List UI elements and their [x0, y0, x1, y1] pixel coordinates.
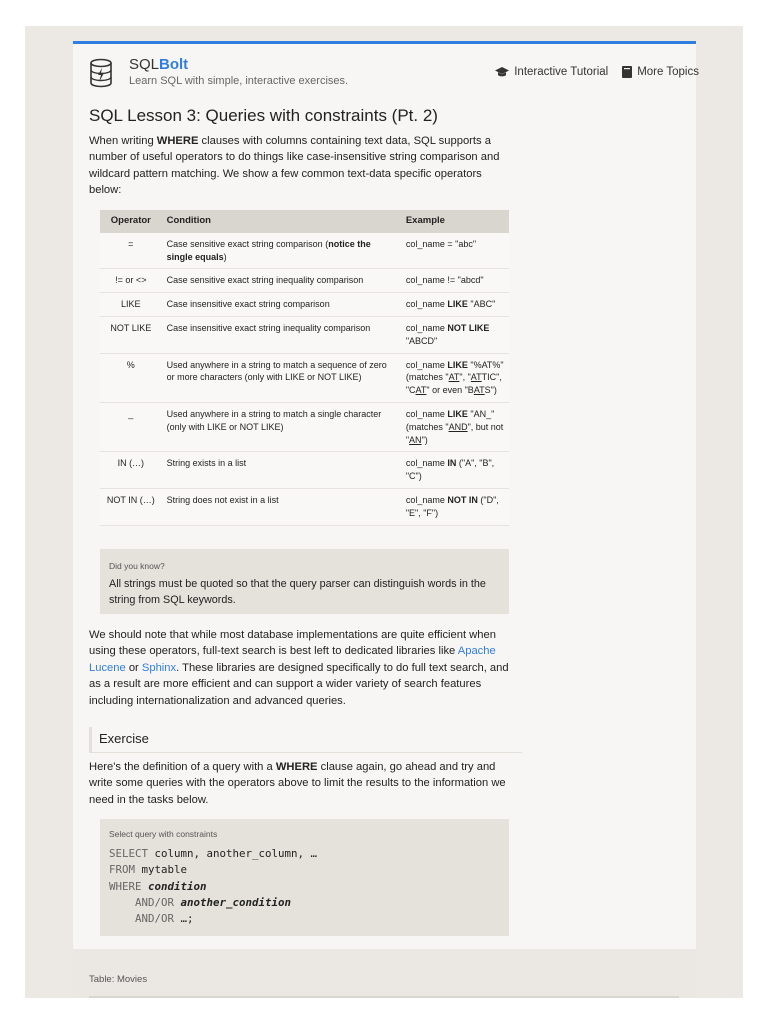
operators-table — [100, 210, 509, 526]
nav-label: Interactive Tutorial — [514, 66, 609, 78]
condition-cell: Used anywhere in a string to match a sequence of zero or more characters (only with LIKE or NOT LIKE) — [162, 353, 401, 402]
did-you-know-panel — [100, 549, 509, 614]
operator-cell: = — [100, 233, 162, 269]
nav-more-topics[interactable] — [622, 66, 699, 78]
table-row — [100, 293, 509, 317]
column-header: Operator — [100, 210, 162, 233]
table-header-row — [100, 210, 509, 233]
column-header: Example — [401, 210, 509, 233]
nav-label: More Topics — [637, 66, 699, 78]
operator-cell: LIKE — [100, 293, 162, 317]
table-row — [100, 233, 509, 269]
brand-accent: Bolt — [159, 56, 189, 73]
example-cell: col_name = "abc" — [401, 233, 509, 269]
apache-lucene-link[interactable]: Apache Lucene — [89, 645, 496, 674]
table-label: Table: Movies — [89, 974, 148, 985]
tip-text: All strings must be quoted so that the query parser can distinguish words in the string from SQL keywords. — [109, 578, 486, 606]
site-brand[interactable] — [129, 56, 188, 73]
header-nav — [495, 66, 699, 78]
condition-cell: String does not exist in a list — [162, 488, 401, 525]
exercise-intro — [89, 759, 509, 808]
table-row — [100, 402, 509, 451]
condition-cell: Case insensitive exact string inequality comparison — [162, 316, 401, 353]
tip-label: Did you know? — [109, 561, 165, 571]
example-cell: col_name LIKE "%AT%" (matches "AT", "ATTIC", "CAT" or even "BATS") — [401, 353, 509, 402]
condition-cell: Case sensitive exact string comparison (notice the single equals) — [162, 233, 401, 269]
sphinx-link[interactable]: Sphinx — [141, 661, 177, 674]
where-keyword: WHERE — [275, 761, 318, 773]
example-cell: col_name != "abcd" — [401, 269, 509, 293]
table-row — [100, 488, 509, 525]
code-label: Select query with constraints — [109, 829, 218, 839]
condition-cell: Case sensitive exact string inequality comparison — [162, 269, 401, 293]
sql-code: SELECT column, another_column, … FROM mytable WHERE condition AND/OR another_condition AND/OR …; — [109, 847, 318, 926]
operator-cell: NOT IN (…) — [100, 488, 162, 525]
operator-cell: IN (…) — [100, 452, 162, 489]
operator-cell: % — [100, 353, 162, 402]
book-icon — [622, 66, 632, 78]
exercise-text: Here's the definition of a query with a — [89, 761, 276, 773]
table-row — [100, 452, 509, 489]
operator-cell: NOT LIKE — [100, 316, 162, 353]
example-cell: col_name NOT LIKE "ABCD" — [401, 316, 509, 353]
exercise-heading — [89, 727, 522, 753]
condition-cell: Used anywhere in a string to match a single character (only with LIKE or NOT LIKE) — [162, 402, 401, 451]
site-tagline: Learn SQL with simple, interactive exercises. — [129, 75, 349, 87]
graduation-cap-icon — [495, 67, 509, 78]
nav-interactive-tutorial[interactable] — [495, 66, 608, 78]
intro-text: When writing — [89, 135, 157, 147]
example-cell: col_name LIKE "AN_" (matches "AND", but not "AN") — [401, 402, 509, 451]
movies-table-header — [89, 996, 679, 998]
note-text: We should note that while most database implementations are quite efficient when using these operators, full-text search is best left to dedicated libraries like — [89, 629, 496, 658]
operator-cell: != or <> — [100, 269, 162, 293]
example-cell: col_name IN ("A", "B", "C") — [401, 452, 509, 489]
intro-text: clauses with columns containing text data, SQL supports a number of useful operators to do things like case-insensitive string comparison and wildcard pattern matching. We show a few common text-data specific operators below: — [89, 135, 500, 197]
exercise-text: clause again, go ahead and try and write some queries with the operators above to limit the results to the information we need in the tasks below. — [89, 761, 506, 806]
table-row — [100, 353, 509, 402]
table-row — [100, 316, 509, 353]
note-text: . These libraries are designed specifically to do full text search, and as a result are more efficient and can support a wider variety of search features including internationalization and advanced queries. — [89, 661, 509, 707]
lesson-intro — [89, 133, 509, 199]
lesson-title: SQL Lesson 3: Queries with constraints (Pt. 2) — [89, 106, 438, 125]
condition-cell: Case insensitive exact string comparison — [162, 293, 401, 317]
lesson-page — [73, 41, 699, 998]
operator-cell: _ — [100, 402, 162, 451]
table-row — [100, 269, 509, 293]
full-text-note — [89, 627, 509, 709]
condition-cell: String exists in a list — [162, 452, 401, 489]
page-background — [25, 26, 743, 998]
site-header — [89, 56, 699, 96]
brand-prefix: SQL — [129, 56, 160, 73]
database-logo-icon[interactable] — [89, 58, 113, 88]
column-header: Condition — [162, 210, 401, 233]
query-code-block — [100, 819, 509, 936]
example-cell: col_name NOT IN ("D", "E", "F") — [401, 488, 509, 525]
exercise-heading-text: Exercise — [99, 731, 149, 746]
movies-table-section — [73, 949, 696, 998]
example-cell: col_name LIKE "ABC" — [401, 293, 509, 317]
where-keyword: WHERE — [156, 135, 199, 147]
note-text: or — [125, 661, 142, 674]
